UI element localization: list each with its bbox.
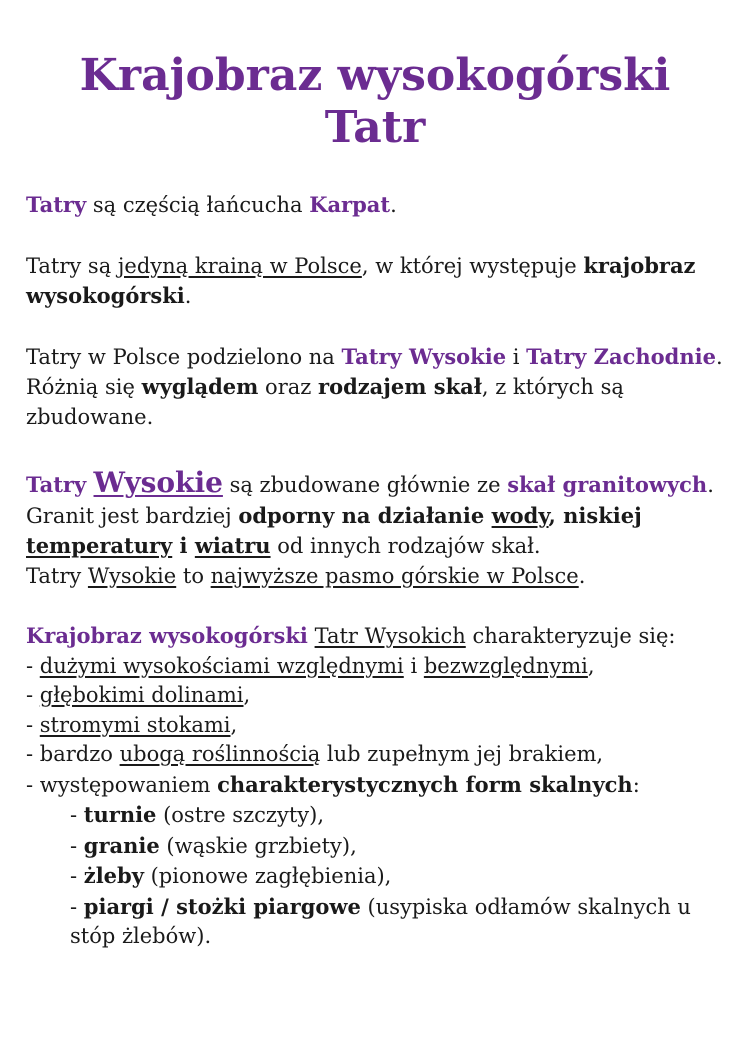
bold-underlined-phrase: temperatury [26, 533, 173, 558]
text-fragment: i [403, 653, 424, 678]
list-item [70, 892, 726, 952]
bold-phrase: i [172, 533, 195, 558]
bold-phrase: , niskiej [548, 502, 642, 528]
text-fragment: lub zupełnym jej brakiem, [320, 742, 604, 766]
paragraph-jedyna-kraina [26, 251, 726, 312]
text-fragment: (wąskie grzbiety), [159, 833, 357, 858]
list-item [70, 831, 726, 862]
page-title [0, 0, 750, 154]
text-fragment: : [632, 772, 640, 797]
term-skal-granitowych: skał granitowych [507, 472, 708, 497]
underlined-phrase: Tatr Wysokich [314, 624, 466, 648]
paragraph-najwyzsze [26, 562, 726, 592]
underlined-phrase: jedyną krainą w Polsce [117, 253, 362, 278]
text-fragment: są częścią łańcucha [86, 193, 310, 217]
term-tatry-wysokie: Tatry Wysokie [341, 343, 507, 369]
paragraph-charakterystyka [26, 621, 726, 652]
text-fragment: . [390, 193, 397, 217]
bold-phrase: granie [83, 832, 160, 858]
list-item [26, 652, 726, 682]
text-fragment: Tatry w Polsce podzielono na [26, 344, 342, 369]
text-fragment: są zbudowane głównie ze [222, 473, 508, 497]
bold-phrase: rodzajem skał [318, 374, 482, 399]
list-dash: - [70, 833, 84, 858]
paragraph-granit [26, 501, 726, 562]
spacer [26, 591, 726, 621]
text-fragment: . [578, 563, 586, 588]
list-item [26, 740, 726, 770]
text-fragment: Tatry [26, 563, 88, 588]
list-dash: - [26, 683, 40, 707]
bold-phrase: żleby [83, 863, 144, 888]
text-fragment: , w której występuje [361, 253, 584, 278]
document-body [26, 190, 726, 952]
title-line-2: Tatr [324, 102, 426, 153]
bold-phrase: odporny na działanie [238, 502, 492, 528]
text-fragment: , [230, 712, 238, 737]
paragraph-karpaty [26, 190, 726, 221]
bold-phrase: krajobraz wysokogórski [26, 252, 696, 308]
text-fragment: Granit jest bardziej [26, 503, 239, 528]
underlined-phrase: najwyższe pasmo górskie w Polsce [210, 563, 579, 588]
underlined-phrase: dużymi wysokościami względnymi [39, 653, 404, 678]
underlined-phrase: Wysokie [87, 563, 177, 588]
list-dash: - [70, 803, 84, 827]
text-fragment: , z których są zbudowane. [26, 375, 624, 429]
paragraph-tatry-wysokie [26, 468, 726, 501]
list-item [26, 681, 726, 711]
text-fragment: oraz [258, 375, 318, 399]
bold-phrase: charakterystycznych form skalnych [217, 771, 633, 797]
text-fragment: (usypiska odłamów skalnych u stóp żlebów). [70, 894, 691, 948]
underlined-phrase: bezwzględnymi [423, 653, 588, 678]
underlined-phrase: głębokimi dolinami [39, 683, 244, 707]
text-fragment: (pionowe zagłębienia), [143, 864, 392, 888]
bold-underlined-phrase: wiatru [194, 533, 271, 558]
rock-forms-list [26, 800, 726, 952]
text-fragment: i [506, 344, 527, 369]
spacer [26, 221, 726, 251]
term-tatry-zachodnie: Tatry Zachodnie [526, 343, 716, 369]
list-dash: - [26, 712, 40, 737]
list-item [26, 770, 726, 801]
paragraph-podzial [26, 342, 726, 433]
text-fragment [308, 624, 315, 648]
underlined-phrase: ubogą roślinnością [119, 742, 321, 766]
spacer [26, 432, 726, 468]
text-fragment: od innych rodzajów skał. [270, 534, 541, 558]
text-fragment: Tatry są [26, 253, 118, 278]
underlined-phrase: stromymi stokami [39, 712, 231, 737]
term-wysokie-large: Wysokie [93, 466, 223, 499]
list-dash: - [26, 653, 40, 678]
term-tatry: Tatry [26, 192, 87, 217]
text-fragment: - bardzo [26, 742, 120, 766]
text-fragment: to [176, 563, 211, 588]
term-tatry: Tatry [26, 472, 94, 497]
title-line-1: Krajobraz wysokogórski [79, 50, 671, 101]
bold-phrase: piargi / stożki piargowe [83, 893, 361, 919]
bold-underlined-phrase: wody [491, 502, 549, 528]
text-fragment: , [243, 683, 251, 707]
list-item [70, 861, 726, 892]
bold-phrase: turnie [83, 802, 157, 827]
text-fragment: (ostre szczyty), [156, 803, 324, 827]
list-dash: - [70, 864, 84, 888]
bold-phrase: wyglądem [141, 374, 259, 399]
text-fragment: , [587, 653, 595, 678]
text-fragment: . [184, 284, 192, 308]
text-fragment: . [707, 473, 714, 497]
spacer [26, 312, 726, 342]
list-dash: - [70, 894, 84, 919]
text-fragment: charakteryzuje się: [465, 624, 676, 648]
list-item [70, 800, 726, 831]
text-fragment: - występowaniem [26, 772, 218, 797]
list-item [26, 711, 726, 741]
text-fragment: . Różnią się [26, 344, 723, 399]
term-karpat: Karpat [309, 192, 391, 217]
term-krajobraz-wysokogorski: Krajobraz wysokogórski [26, 623, 308, 648]
